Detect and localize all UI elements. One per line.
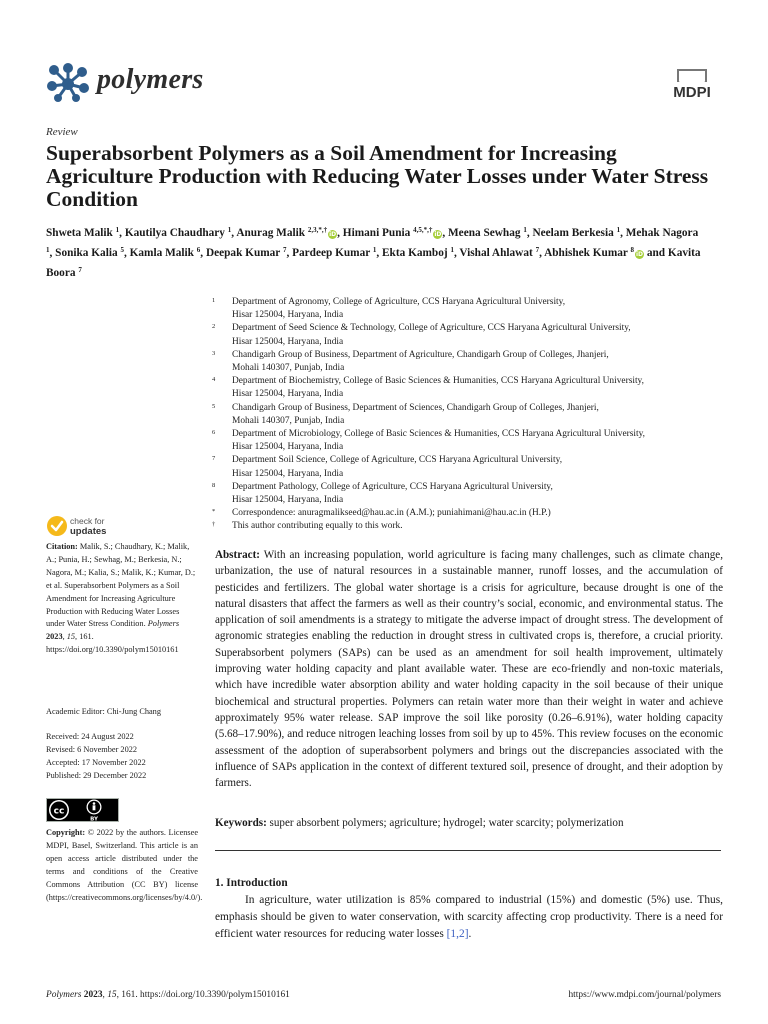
affiliation-number: 2 <box>212 323 216 331</box>
keywords-label: Keywords: <box>215 817 267 829</box>
affiliation-text <box>232 402 732 428</box>
author-affiliation-marker: 7 <box>282 246 287 254</box>
footer-volume: 15 <box>107 990 117 1000</box>
mdpi-logo-icon <box>664 68 720 102</box>
affiliation-item <box>212 402 732 428</box>
affiliation-item <box>212 454 732 480</box>
affiliation-item <box>212 481 732 507</box>
copyright-text: © 2022 by the authors. Licensee MDPI, Basel, Switzerland. This article is an open access article distributed under the terms and conditions of the Creative Commons Attribution (CC BY) license (https://creativecommons.org/licenses/by/4.0/). <box>46 828 203 902</box>
orcid-icon[interactable]: iD <box>329 231 337 238</box>
academic-editor: Academic Editor: Chi-Jung Chang <box>46 707 161 716</box>
affiliation-text <box>232 322 732 348</box>
article-type: Review <box>46 126 78 138</box>
affiliation-line: Chandigarh Group of Business, Department of Agriculture, Chandigarh Group of Colleges, Jhanjeri, <box>232 349 609 360</box>
author-list <box>46 222 726 282</box>
author-separator: , <box>526 227 533 239</box>
copyright <box>46 827 203 904</box>
affiliation-line: Hisar 125004, Haryana, India <box>232 310 344 321</box>
affiliation-item <box>212 507 732 520</box>
author-separator: , <box>539 247 545 259</box>
author-name: Himani Punia <box>342 227 411 239</box>
introduction-body: In agriculture, water utilization is 85% compared to industrial (15%) and domestic (5%) use. Thus, emphasis should be given to water conservation, with scarcity affecting crop productivity. There is a need for efficient water resources for reducing water losses <box>215 894 723 940</box>
introduction-end: . <box>468 928 472 940</box>
footer-citation: Polymers 2023, 15, 161. https://doi.org/10.3390/polym15010161 <box>46 990 290 1000</box>
affiliation-number: 8 <box>212 481 216 489</box>
author-affiliation-marker: 8 <box>630 246 635 254</box>
author-affiliation-marker: 1 <box>450 246 454 254</box>
svg-text:cc: cc <box>53 806 65 817</box>
cc-by-license-icon[interactable] <box>46 798 119 822</box>
author-separator: , <box>337 227 343 239</box>
author-separator: , <box>286 247 293 259</box>
journal-name: polymers <box>97 64 204 95</box>
footer-journal-url[interactable]: https://www.mdpi.com/journal/polymers <box>568 990 721 1000</box>
affiliation-number: 5 <box>212 402 216 410</box>
author-affiliation-marker: 1 <box>115 226 120 234</box>
author-name: Shweta Malik <box>46 227 113 239</box>
author-affiliation-marker: 1 <box>227 226 232 234</box>
received-date: Received: 24 August 2022 <box>46 732 134 741</box>
check-for-updates-badge[interactable] <box>46 514 146 538</box>
polymers-logo-icon <box>46 62 90 102</box>
author-name: Ekta Kamboj <box>382 247 448 259</box>
citation-journal: Polymers <box>147 619 180 629</box>
affiliations <box>212 296 732 534</box>
author-separator: , <box>376 247 383 259</box>
mdpi-logo-text: MDPI <box>673 84 711 101</box>
affiliation-number: 3 <box>212 349 216 357</box>
affiliation-line: Chandigarh Group of Business, Department of Sciences, Chandigarh Group of Colleges, Jhanjeri, <box>232 402 599 413</box>
author-name: Kavita Boora <box>46 247 701 279</box>
author-name: Pardeep Kumar <box>292 247 371 259</box>
check-updates-line1: check for <box>70 516 105 526</box>
affiliation-line: Hisar 125004, Haryana, India <box>232 336 344 347</box>
affiliation-line: Department of Biochemistry, College of Basic Sciences & Humanities, CCS Haryana Agricultural University, <box>232 376 644 387</box>
affiliation-line: Department Pathology, College of Agriculture, CCS Haryana Agricultural University, <box>232 481 553 492</box>
introduction-text <box>215 892 723 943</box>
author-name: Deepak Kumar <box>205 247 281 259</box>
affiliation-line: Mohali 140307, Punjab, India <box>232 363 345 374</box>
author-name: Kautilya Chaudhary <box>124 227 225 239</box>
author-separator: , <box>442 227 449 239</box>
citation-year: 2023 <box>46 632 63 642</box>
author-affiliation-marker: 7 <box>78 266 82 274</box>
dates <box>46 731 198 783</box>
affiliation-text <box>232 507 732 520</box>
affiliation-text <box>232 375 732 401</box>
affiliation-line: Hisar 125004, Haryana, India <box>232 442 344 453</box>
affiliation-item <box>212 349 732 375</box>
affiliation-number: † <box>212 521 216 529</box>
revised-date: Revised: 6 November 2022 <box>46 744 138 754</box>
keywords-text: super absorbent polymers; agriculture; hydrogel; water scarcity; polymerization <box>269 817 624 829</box>
author-affiliation-marker: 1 <box>523 226 527 234</box>
footer-doi[interactable]: , 161. https://doi.org/10.3390/polym15010161 <box>116 990 290 1000</box>
affiliation-text <box>232 454 732 480</box>
affiliation-line: Department of Seed Science & Technology, College of Agriculture, CCS Haryana Agricultural University, <box>232 323 631 334</box>
affiliation-item <box>212 520 732 533</box>
footer-journal: Polymers <box>46 990 82 1000</box>
orcid-icon[interactable]: iD <box>434 231 442 238</box>
affiliation-item <box>212 296 732 322</box>
affiliation-number: 4 <box>212 376 216 384</box>
article-title: Superabsorbent Polymers as a Soil Amendment for Increasing Agriculture Production with Reducing Water Losses under Water Stress Condition <box>46 141 709 211</box>
affiliation-line: Department Soil Science, College of Agriculture, CCS Haryana Agricultural University, <box>232 455 563 466</box>
author-separator: , <box>200 247 206 259</box>
affiliation-number: 7 <box>212 455 216 463</box>
affiliation-line: Hisar 125004, Haryana, India <box>232 495 344 506</box>
citation-volume: 15 <box>66 632 76 642</box>
affiliation-text <box>232 481 732 507</box>
author-name: Abhishek Kumar <box>544 247 628 259</box>
citation-text: Malik, S.; Chaudhary, K.; Malik, A.; Punia, H.; Sewhag, M.; Berkesia, N.; Nagora, M.; Kalia, S.; Malik, K.; Kumar, D.; et al. Superabsorbent Polymers as a Soil Amendment for Increasing Agriculture Production with Reducing Water Losses under Water Stress Condition. <box>46 542 196 629</box>
affiliation-item <box>212 375 732 401</box>
check-updates-line2: updates <box>70 526 107 537</box>
citation-bracket-open: [ <box>446 928 451 940</box>
affiliation-line: Department of Agronomy, College of Agriculture, CCS Haryana Agricultural University, <box>232 297 566 307</box>
author-affiliation-marker: 1 <box>616 226 621 234</box>
citation-label: Citation: <box>46 542 78 551</box>
author-name: Anurag Malik <box>236 227 306 239</box>
cc-badge-text: BY <box>90 816 98 822</box>
author-separator: , <box>119 227 125 239</box>
citation: Citation: Malik, S.; Chaudhary, K.; Malik, A.; Punia, H.; Sewhag, M.; Berkesia, N.; Nagora, M.; Kalia, S.; Malik, K.; Kumar, D.; et al. Superabsorbent Polymers as a Soil Amendment for Increasing Agriculture Production with Reducing Water Losses under Water Stress Condition. Polymers 2023, 15, 161. https://doi.org/10.3390/polym15010161 <box>46 542 196 655</box>
copyright-label: Copyright: <box>46 828 86 837</box>
author-separator: and <box>644 247 668 259</box>
affiliation-text <box>232 428 732 454</box>
affiliation-line: Hisar 125004, Haryana, India <box>232 389 344 400</box>
affiliation-text <box>232 349 732 375</box>
author-affiliation-marker: 4,5,*,† <box>413 226 433 234</box>
author-separator: , <box>49 247 56 259</box>
citation-bracket-close: ] <box>464 928 469 940</box>
footer-year: 2023 <box>83 990 103 1000</box>
affiliation-number: 1 <box>212 297 216 304</box>
affiliation-number: * <box>212 508 216 516</box>
abstract-text: With an increasing population, world agriculture is facing many challenges, such as climate change, urbanization, the use of natural resources in a sustainable manner, runoff losses, and the accumulation of pesticides and fertilizers. The global water shortage is a crisis for agriculture, because drought is one of the natural disasters that affect the farmers as well as their country’s social, economic, and environmental status. The application of soil amendments is a strategy to mitigate the adverse impact of drought stress. The development of agronomic strategies enabling the reduction in drought stress in cultivated crops is, therefore, a crucial priority. Superabsorbent polymers (SAPs) can be used as an amendment for soil health improvement, ultimately improving water holding capacity and plant available water. These are eco-friendly and non-toxic materials, which have incredible water absorption ability and water holding capacity in the soil because of their unique biochemical and structural properties. Polymers can retain water more than their weight in water and achieve approximately 95% water release. SAP improve the soil like porosity (0.26–6.91%), water holding capacity (5.68–17.90%), and reduce nitrogen leaching losses from soil by up to 45%. This review focuses on the economic assessment of the adoption of superabsorbent polymers and brings out the discrepancies associated with the influence of SAPs application in the context of different textured soil, presence of drought, and their adoption by farmers. <box>215 549 723 790</box>
published-date: Published: 29 December 2022 <box>46 770 147 780</box>
author-separator: , <box>453 247 460 259</box>
keywords <box>215 815 723 831</box>
author-name: Vishal Ahlawat <box>459 247 533 259</box>
affiliation-line: Department of Microbiology, College of Basic Sciences & Humanities, CCS Haryana Agricultural University, <box>232 429 646 440</box>
introduction-heading: 1. Introduction <box>215 877 288 889</box>
author-affiliation-marker: 7 <box>535 246 540 254</box>
section-divider <box>215 850 721 851</box>
author-affiliation-marker: 2,3,*,† <box>307 226 328 234</box>
author-separator: , <box>620 227 626 239</box>
affiliation-item <box>212 322 732 348</box>
author-affiliation-marker: 6 <box>196 246 201 254</box>
author-separator: , <box>123 247 130 259</box>
author-name: Sonika Kalia <box>55 247 118 259</box>
abstract-label: Abstract: <box>215 549 260 561</box>
affiliation-text <box>232 520 732 533</box>
affiliation-line: Correspondence: anuragmalikseed@hau.ac.in (A.M.); puniahimani@hau.ac.in (H.P.) <box>232 508 551 519</box>
citation-doi[interactable]: , 161. https://doi.org/10.3390/polym15010161 <box>46 632 179 655</box>
affiliation-line: Mohali 140307, Punjab, India <box>232 415 345 426</box>
accepted-date: Accepted: 17 November 2022 <box>46 757 146 767</box>
abstract <box>215 547 723 791</box>
author-name: Meena Sewhag <box>448 227 521 239</box>
author-affiliation-marker: 1 <box>46 246 50 254</box>
author-name: Kamla Malik <box>129 247 194 259</box>
affiliation-number: 6 <box>212 429 216 437</box>
affiliation-text <box>232 296 732 322</box>
orcid-icon[interactable]: iD <box>636 251 644 258</box>
author-affiliation-marker: 1 <box>372 246 377 254</box>
affiliation-line: This author contributing equally to this work. <box>232 521 403 532</box>
citation-separator: , <box>456 928 459 940</box>
citation-link-2[interactable]: 2 <box>458 928 465 940</box>
author-name: Neelam Berkesia <box>532 227 614 239</box>
affiliation-item <box>212 428 732 454</box>
author-separator: , <box>231 227 237 239</box>
citation-link-1[interactable]: 1 <box>450 928 457 940</box>
author-name: Mehak Nagora <box>625 227 699 239</box>
affiliation-line: Hisar 125004, Haryana, India <box>232 468 344 479</box>
author-affiliation-marker: 5 <box>120 246 124 254</box>
